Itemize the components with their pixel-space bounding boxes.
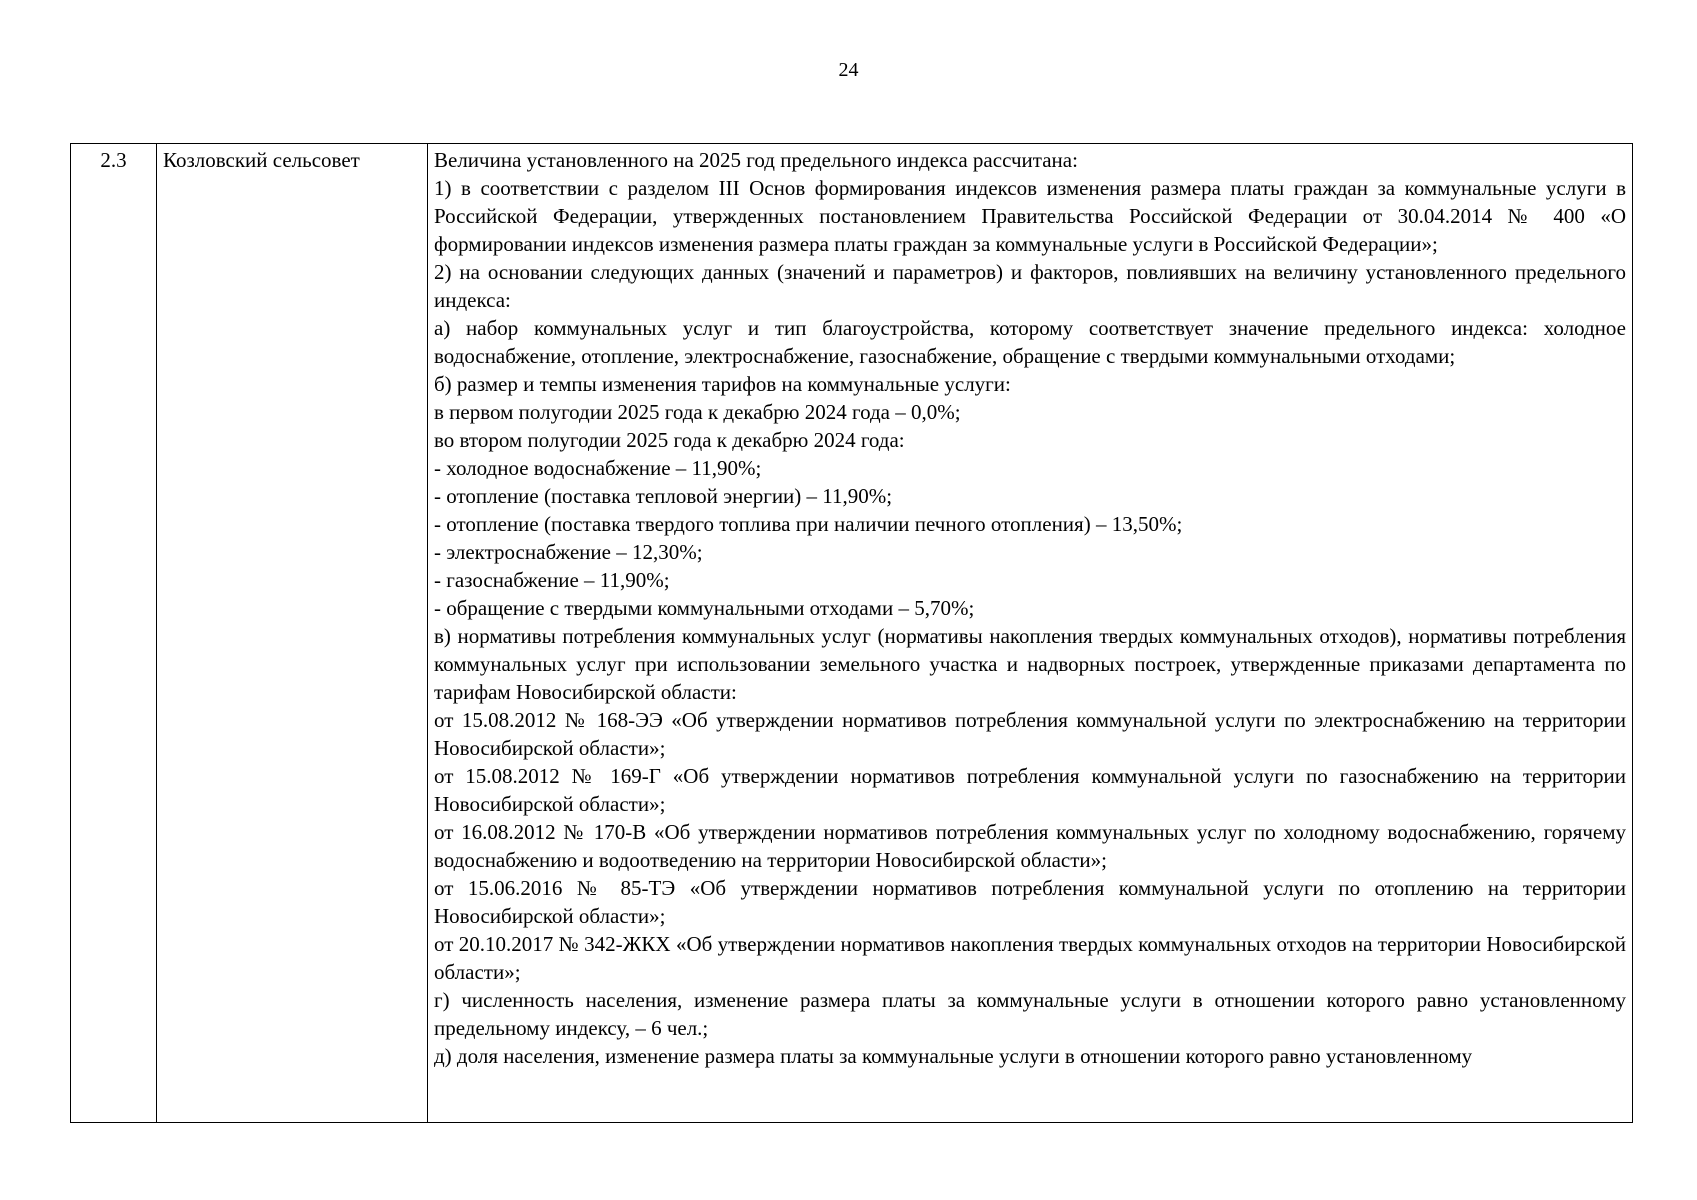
paragraph-intro: Величина установленного на 2025 год предельного индекса рассчитана:	[434, 148, 1078, 172]
tariff-gas: - газоснабжение – 11,90%;	[434, 568, 670, 592]
paragraph-item-a: а) набор коммунальных услуг и тип благоустройства, которому соответствует значение предельного индекса: холодное водоснабжение, отопление, электроснабжение, газоснабжение, обращение с твердыми коммунальными отходами;	[434, 316, 1626, 368]
paragraph-item-g: г) численность населения, изменение размера платы за коммунальные услуги в отношении которого равно установленному предельному индексу, – 6 чел.;	[434, 988, 1626, 1040]
tariff-heating-solid-fuel: - отопление (поставка твердого топлива при наличии печного отопления) – 13,50%;	[434, 512, 1183, 536]
page-number: 24	[838, 59, 859, 81]
tariff-cold-water: - холодное водоснабжение – 11,90%;	[434, 456, 762, 480]
row-number-cell: 2.3	[71, 144, 157, 1123]
tariff-electricity: - электроснабжение – 12,30%;	[434, 540, 703, 564]
paragraph-item-1: 1) в соответствии с разделом III Основ формирования индексов изменения размера платы граждан за коммунальные услуги в Российской Федерации, утвержденных постановлением Правительства Российской Федерации от 30.04.2014 № 400 «О формировании индексов изменения размера платы граждан за коммунальные услуги в Российской Федерации»;	[434, 176, 1626, 256]
paragraph-item-v: в) нормативы потребления коммунальных услуг (нормативы накопления твердых коммунальных отходов), нормативы потребления коммунальных услуг при использовании земельного участка и надворных построек, утвержденные приказами департамента по тарифам Новосибирской области:	[434, 624, 1626, 704]
paragraph-first-half: в первом полугодии 2025 года к декабрю 2024 года – 0,0%;	[434, 400, 961, 424]
table-row	[71, 144, 1633, 1123]
paragraph-item-b: б) размер и темпы изменения тарифов на коммунальные услуги:	[434, 372, 1011, 396]
order-85-te: от 15.06.2016 № 85-ТЭ «Об утверждении нормативов потребления коммунальной услуги по отоплению на территории Новосибирской области»;	[434, 876, 1626, 928]
paragraph-item-2: 2) на основании следующих данных (значений и параметров) и факторов, повлиявших на величину установленного предельного индекса:	[434, 260, 1626, 312]
order-170-v: от 16.08.2012 № 170-В «Об утверждении нормативов потребления коммунальных услуг по холодному водоснабжению, горячему водоснабжению и водоотведению на территории Новосибирской области»;	[434, 820, 1626, 872]
paragraph-item-d: д) доля населения, изменение размера платы за коммунальные услуги в отношении которого равно установленному	[434, 1044, 1473, 1068]
description-cell	[428, 144, 1633, 1123]
municipality-name-cell: Козловский сельсовет	[157, 144, 428, 1123]
paragraph-second-half: во втором полугодии 2025 года к декабрю 2024 года:	[434, 428, 905, 452]
order-168-ee: от 15.08.2012 № 168-ЭЭ «Об утверждении нормативов потребления коммунальной услуги по электроснабжению на территории Новосибирской области»;	[434, 708, 1626, 760]
order-169-g: от 15.08.2012 № 169-Г «Об утверждении нормативов потребления коммунальной услуги по газоснабжению на территории Новосибирской области»;	[434, 764, 1626, 816]
tariff-heating-thermal: - отопление (поставка тепловой энергии) – 11,90%;	[434, 484, 893, 508]
index-table	[70, 143, 1633, 1123]
order-342-zhkh: от 20.10.2017 № 342-ЖКХ «Об утверждении нормативов накопления твердых коммунальных отходов на территории Новосибирской области»;	[434, 932, 1626, 984]
tariff-solid-waste: - обращение с твердыми коммунальными отходами – 5,70%;	[434, 596, 975, 620]
